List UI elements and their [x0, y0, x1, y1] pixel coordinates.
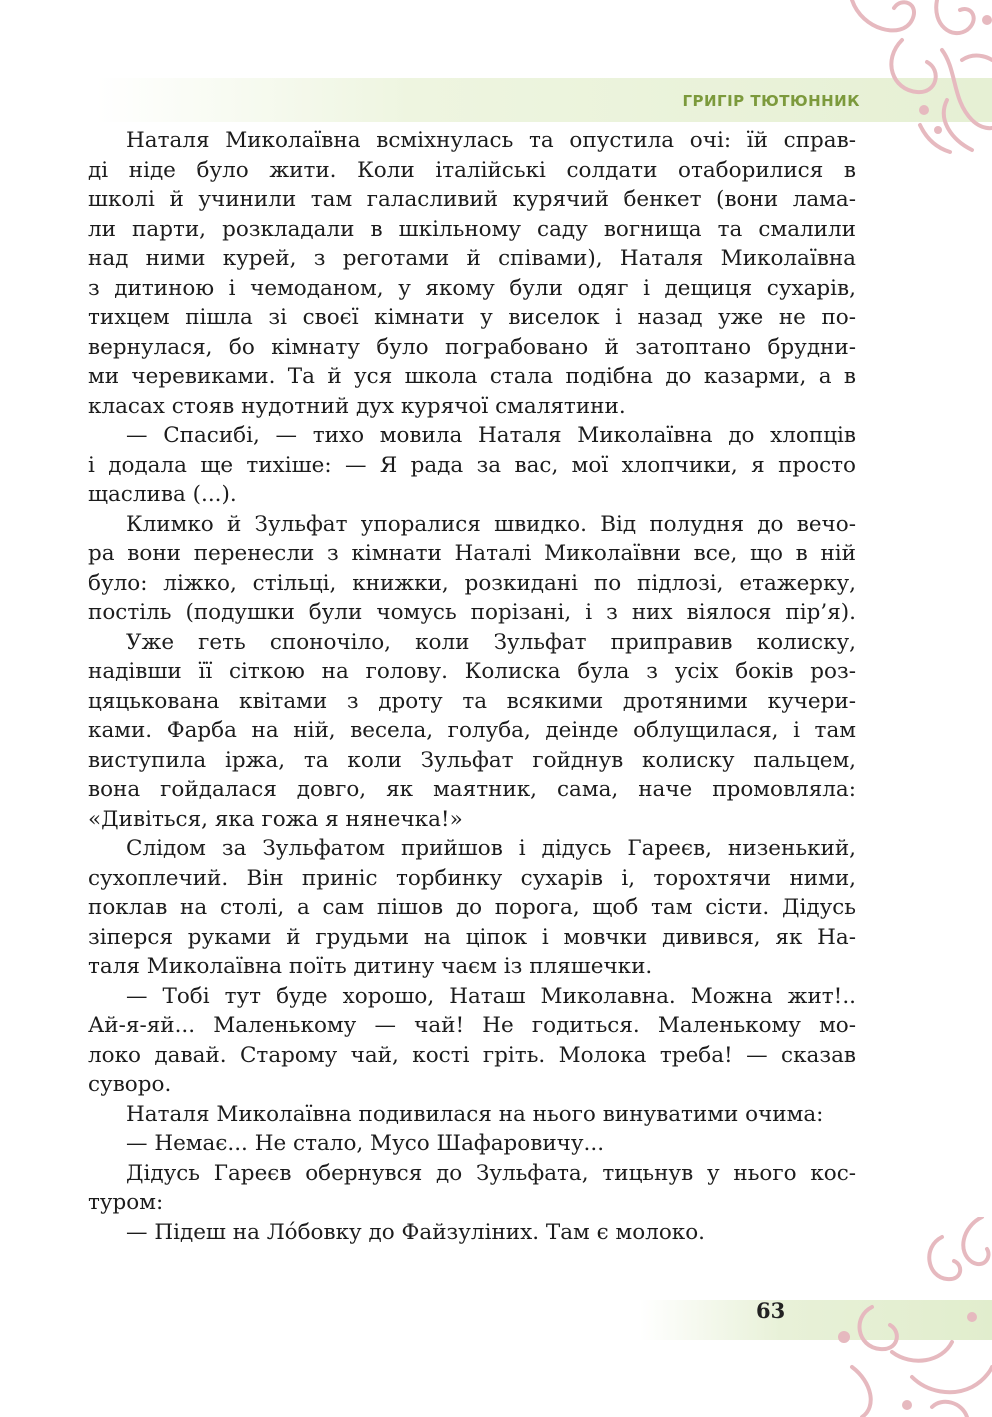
text-line: щаслива (...).	[88, 482, 237, 507]
text-line: цяцькована квітами з дроту та всякими дротяними кучери-	[88, 688, 856, 714]
text-line: ді ніде було жити. Коли італійські солдати отаборилися в	[88, 157, 856, 183]
text-line: вернулася, бо кімнату було пограбовано й затоптано брудни-	[88, 334, 856, 360]
text-line: тихцем пішла зі своєї кімнати у виселок і назад уже не по-	[88, 305, 856, 330]
text-line: з дитиною і чемоданом, у якому були одяг і дещиця сухарів,	[88, 275, 856, 301]
text-line: сухоплечий. Він приніс торбинку сухарів і, торохтячи ними,	[88, 865, 856, 891]
text-line: — Немає... Не стало, Мусо Шафаровичу...	[126, 1131, 605, 1156]
text-line: ра вони перенесли з кімнати Наталі Миколаївни все, що в ній	[88, 541, 856, 566]
text-line: Наталя Миколаївна подивилася на нього винуватими очима:	[126, 1101, 824, 1127]
text-line: таля Миколаївна поїть дитину чаєм із пляшечки.	[88, 954, 653, 979]
text-line: поклав на столі, а сам пішов до порога, щоб там сісти. Дідусь	[88, 895, 856, 920]
body-text	[88, 126, 856, 1247]
page-number: 63	[756, 1298, 786, 1323]
text-line: було: ліжко, стільці, книжки, розкидані по підлозі, етажерку,	[88, 570, 856, 596]
text-line: зіперся руками й грудьми на ціпок і мовчки дивився, як На-	[88, 924, 856, 950]
text-line: локо давай. Старому чай, кості гріть. Молока треба! — сказав	[88, 1042, 856, 1068]
text-line: школі й учинили там галасливий курячий бенкет (вони лама-	[88, 187, 856, 212]
text-line: Наталя Миколаївна всміхнулась та опустила очі: їй справ-	[126, 128, 856, 153]
text-line: Ай-я-яй... Маленькому — чай! Не годиться. Маленькому мо-	[88, 1013, 856, 1038]
text-line: ми черевиками. Та й уся школа стала подібна до казарми, а в	[88, 364, 856, 389]
text-line: ли парти, розкладали в шкільному саду вогнища та смалили	[88, 216, 856, 242]
text-line: вона гойдалася довго, як маятник, сама, наче промовляла:	[88, 777, 856, 802]
text-line: над ними курей, з реготами й співами), Наталя Миколаївна	[88, 246, 856, 271]
text-line: Дідусь Гареєв обернувся до Зульфата, тицьнув у нього кос-	[126, 1160, 856, 1186]
text-line: Уже геть споночіло, коли Зульфат приправив колиску,	[126, 629, 856, 655]
text-line: — Тобі тут буде хорошо, Наташ Миколавна. Можна жит!..	[126, 983, 856, 1009]
text-line: — Підеш на Ло́бовку до Файзуліних. Там є молоко.	[126, 1219, 705, 1245]
text-line: ками. Фарба на ній, весела, голуба, деінде облущилася, і там	[88, 718, 856, 743]
text-line: Климко й Зульфат упоралися швидко. Від полудня до вечо-	[126, 511, 856, 537]
text-line: туром:	[88, 1190, 164, 1215]
text-line: — Спасибі, — тихо мовила Наталя Миколаївна до хлопців	[126, 423, 856, 448]
floral-ornament-top-icon	[842, 0, 992, 160]
floral-ornament-bottom-icon	[832, 1217, 992, 1417]
text-line: виступила іржа, та коли Зульфат гойднув колиску пальцем,	[88, 747, 856, 773]
running-header-author: ГРИГІР ТЮТЮННИК	[682, 92, 860, 110]
text-line: суворо.	[88, 1072, 172, 1097]
text-line: і додала ще тихіше: — Я рада за вас, мої хлопчики, я просто	[88, 452, 856, 478]
text-line: надівши її сіткою на голову. Колиска була з усіх боків роз-	[88, 659, 856, 684]
text-line: Слідом за Зульфатом прийшов і дідусь Гареєв, низенький,	[126, 836, 856, 861]
text-line: «Дивіться, яка гожа я нянечка!»	[88, 806, 463, 832]
text-line: класах стояв нудотний дух курячої смалятини.	[88, 393, 626, 419]
text-line: постіль (подушки були чомусь порізані, і з них віялося пір’я).	[88, 600, 856, 625]
